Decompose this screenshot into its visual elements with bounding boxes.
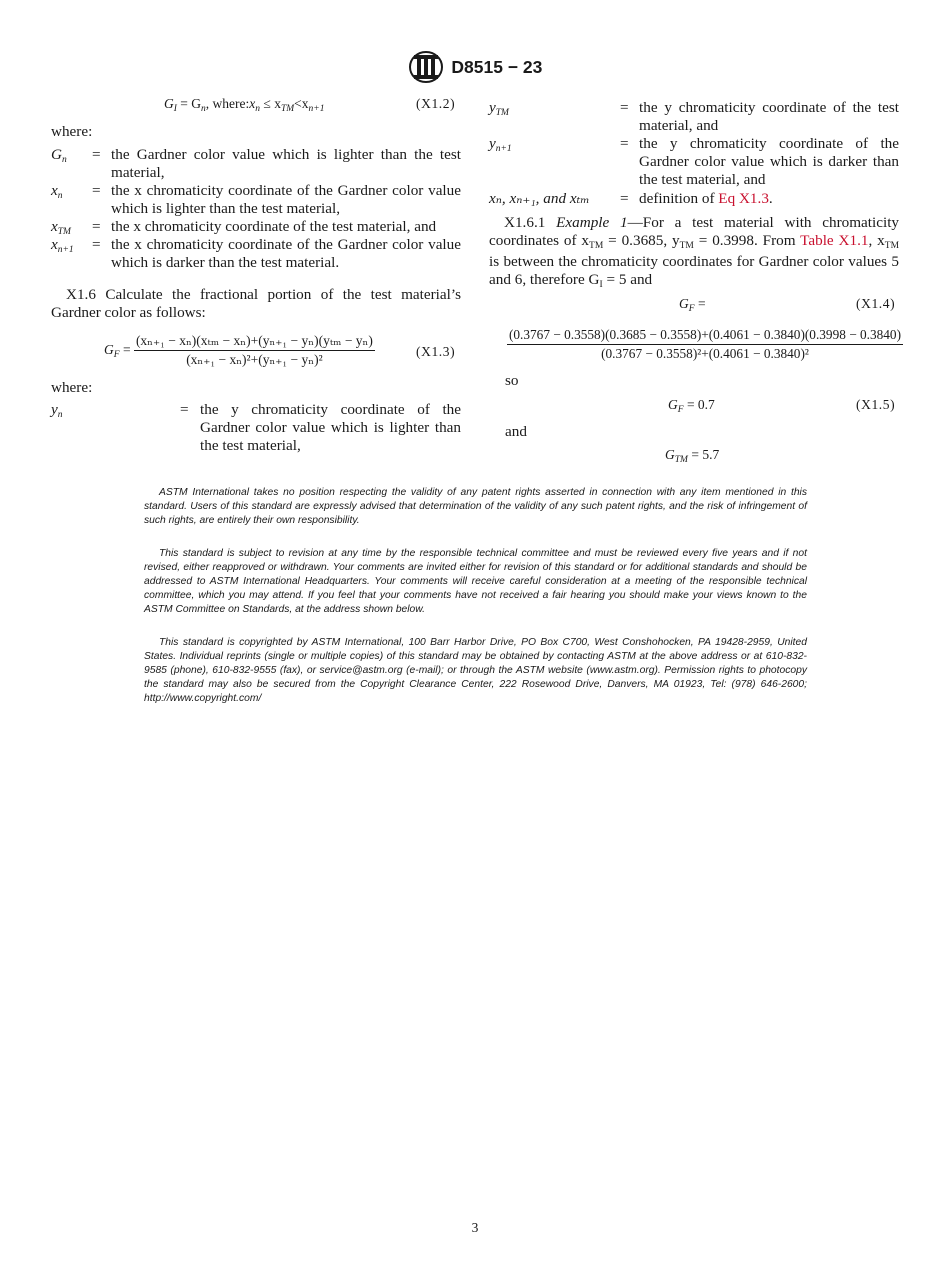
revision-notice: This standard is subject to revision at any time by the responsible technical committee and must be reviewed every five years and if not revised, either reapproved or withdrawn. Your comments are invited either for revision of this standard or for additional standards and should be addressed to ASTM International Headquarters. Your comments will receive careful consideration at a meeting of the responsible technical committee, which you may attend. If you feel that your comments have not received a fair hearing you should make your views known to the ASTM Committee on Standards, at the address shown below. <box>144 548 807 615</box>
equation-number-x1-5: (X1.5) <box>856 397 896 412</box>
copyright-notice: This standard is copyrighted by ASTM International, 100 Barr Harbor Drive, PO Box C700, West Conshohocken, PA 19428-2959, United States. Individual reprints (single or multiple copies) of this standard may be obtained by contacting ASTM at the above address or at 610-832-9585 (phone), 610-832-9555 (fax), or service@astm.org (e-mail); or through the ASTM website (www.astm.org). Permission rights to photocopy the standard may also be secured from the Copyright Clearance Center, 222 Rosewood Drive, Danvers, MA 01923, Tel: (978) 646-2600; http://www.copyright.com/ <box>144 637 807 704</box>
table-x1-1-link[interactable]: Table X1.1 <box>800 232 869 250</box>
where-label: where: <box>51 379 93 396</box>
fraction-denominator: (xₙ₊₁ − xₙ)²+(yₙ₊₁ − yₙ)² <box>186 352 323 368</box>
example-1-paragraph: X1.6.1 Example 1—For a test material with chromaticity coordinates of xTM = 0.3685, yTM = 0.3998. From Table X1.1, xTM is between the chromaticity coordinates for Gardner color values 5 and 6, therefore GI = 5 and <box>489 214 900 290</box>
equation-x1-3: $G_F$ = $\frac{\text{(xₙ₊₁ − xₙ)(xₜₘ − xₙ)+(yₙ₊₁ − yₙ)(yₜₘ − yₙ)}}{\text{(xₙ₊₁ − xₙ)²+(yₙ₊₁ − yₙ)²}}$ <box>104 333 373 368</box>
fraction <box>507 327 903 362</box>
equation-number-x1-2: (X1.2) <box>416 96 456 111</box>
fraction-numerator: (xₙ₊₁ − xₙ)(xₜₘ − xₙ)+(yₙ₊₁ − yₙ)(yₜₘ − yₙ) <box>134 333 375 351</box>
equation-x1-5: $G_F = 0.7$ <box>668 397 715 415</box>
fraction <box>134 333 375 368</box>
astm-logo-icon <box>408 50 444 84</box>
document-designation: D8515 − 23 <box>451 56 543 77</box>
equation-x1-4: $G_F$ = <box>679 296 706 314</box>
fraction-numerator: (0.3767 − 0.3558)(0.3685 − 0.3558)+(0.4061 − 0.3840)(0.3998 − 0.3840) <box>507 327 903 345</box>
fraction-denominator: (0.3767 − 0.3558)²+(0.4061 − 0.3840)² <box>601 345 809 361</box>
page-number: 3 <box>471 1220 479 1235</box>
numeric-fraction <box>489 327 921 362</box>
equation-number-x1-3: (X1.3) <box>416 344 456 359</box>
patent-notice: ASTM International takes no position respecting the validity of any patent rights asserted in connection with any item mentioned in this standard. Users of this standard are expressly advised that determination of the validity of any such patent rights, and the risk of infringement of such rights, are entirely their own responsibility. <box>144 487 807 526</box>
eq-x1-3-link[interactable]: Eq X1.3 <box>718 190 769 207</box>
page-header <box>0 50 950 84</box>
equation-x1-2: $G_I = G_n$, $where:x_n \le x_{TM}<x_{n+1}$ <box>164 96 325 114</box>
where-label: where: <box>51 123 93 140</box>
so-label: so <box>505 372 519 389</box>
and-label: and <box>505 423 527 440</box>
equation-number-x1-4: (X1.4) <box>856 296 896 311</box>
paragraph-x1-6: X1.6 Calculate the fractional portion of the test material’s Gardner color as follows: <box>51 286 461 322</box>
equation-gtm: $G_{TM} = 5.7$ <box>665 447 720 465</box>
